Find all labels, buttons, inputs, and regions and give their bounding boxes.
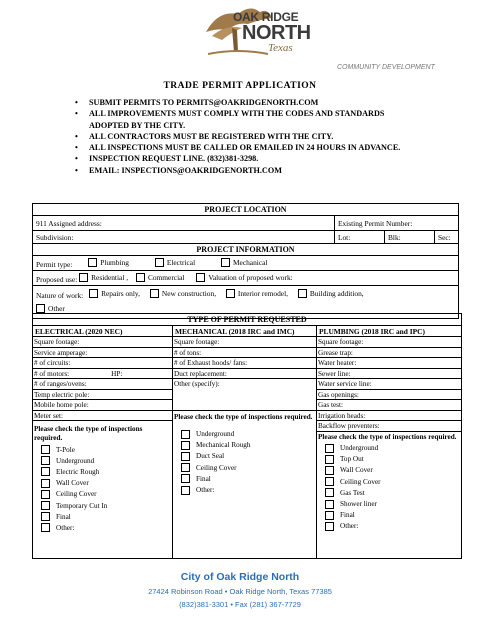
checkbox[interactable] [226, 289, 235, 298]
nature-building-addition[interactable]: Building addition, [298, 287, 364, 300]
electrical-inspection-list [33, 444, 172, 534]
proposed-use-residential[interactable]: Residential , [79, 273, 128, 282]
checkbox[interactable] [181, 452, 190, 461]
logo-text-north: NORTH [242, 22, 311, 44]
inspection-option[interactable]: Final [41, 511, 172, 522]
electrical-heading: ELECTRICAL (2020 NEC) [33, 326, 173, 337]
existing-permit-field[interactable]: Existing Permit Number: [334, 216, 458, 231]
checkbox[interactable] [41, 456, 50, 465]
checkbox[interactable] [36, 304, 45, 313]
checkbox[interactable] [325, 466, 334, 475]
permit-type-plumbing[interactable]: Plumbing [88, 258, 129, 267]
checkbox[interactable] [325, 511, 334, 520]
mechanical-column [173, 337, 317, 559]
inspection-option[interactable]: Other: [325, 521, 461, 532]
inspection-option[interactable]: Duct Seal [181, 451, 316, 462]
mechanical-inspection-list [173, 429, 316, 496]
electrical-field[interactable]: # of circuits: [33, 358, 172, 369]
address-field[interactable]: 911 Assigned address: [33, 216, 335, 231]
checkbox[interactable] [88, 258, 97, 267]
mechanical-field[interactable]: # of Exhaust hoods/ fans: [173, 358, 316, 369]
electrical-field[interactable]: Square footage: [33, 337, 172, 348]
lot-field[interactable]: Lot: [334, 231, 384, 244]
inspection-option[interactable]: Other: [41, 522, 172, 533]
checkbox[interactable] [41, 445, 50, 454]
checkbox[interactable] [196, 273, 205, 282]
checkbox[interactable] [325, 488, 334, 497]
checkbox[interactable] [41, 479, 50, 488]
checkbox[interactable] [41, 467, 50, 476]
checkbox[interactable] [181, 430, 190, 439]
inspection-option[interactable]: Wall Cover [41, 478, 172, 489]
electrical-field[interactable]: Service amperage: [33, 348, 172, 359]
sec-field[interactable]: Sec: [434, 231, 458, 244]
page-title: TRADE PERMIT APPLICATION [163, 81, 317, 91]
plumbing-field[interactable]: Gas test: [317, 400, 461, 411]
inspection-option[interactable]: Mechanical Rough [181, 440, 316, 451]
electrical-field[interactable]: Temp electric pole: [33, 390, 172, 401]
blk-field[interactable]: Blk: [384, 231, 434, 244]
project-information-heading: PROJECT INFORMATION [33, 244, 459, 256]
checkbox[interactable] [181, 474, 190, 483]
plumbing-field[interactable]: Sewer line: [317, 369, 461, 380]
mechanical-heading: MECHANICAL (2018 IRC and IMC) [173, 326, 317, 337]
proposed-use-commercial[interactable]: Commercial [136, 273, 185, 282]
checkbox[interactable] [136, 273, 145, 282]
checkbox[interactable] [41, 512, 50, 521]
checkbox[interactable] [150, 289, 159, 298]
checkbox[interactable] [221, 258, 230, 267]
checkbox[interactable] [89, 289, 98, 298]
checkbox[interactable] [181, 486, 190, 495]
checkbox[interactable] [325, 522, 334, 531]
footer-address: 27424 Robinson Road • Oak Ridge North, Texas 77385 [148, 587, 332, 596]
permit-type-mechanical[interactable]: Mechanical [221, 258, 267, 267]
department-label: COMMUNITY DEVELOPMENT [337, 64, 435, 71]
instruction-item: • EMAIL: INSPECTIONS@OAKRIDGENORTH.COM [75, 165, 415, 176]
instructions-list [75, 97, 415, 176]
instruction-item: • ALL INSPECTIONS MUST BE CALLED OR EMAILED IN 24 HOURS IN ADVANCE. [75, 142, 415, 153]
nature-new-construction[interactable]: New construction, [150, 287, 216, 300]
inspection-option[interactable]: Electric Rough [41, 466, 172, 477]
inspection-option[interactable]: Temporary Cut In [41, 500, 172, 511]
plumbing-field[interactable]: Square footage: [317, 337, 461, 348]
mechanical-check-prompt: Please check the type of inspections required. [174, 412, 313, 421]
instruction-item: • ALL IMPROVEMENTS MUST COMPLY WITH THE CODES AND STANDARDS ADOPTED BY THE CITY. [75, 108, 415, 131]
electrical-column [33, 337, 173, 559]
mechanical-field[interactable]: # of tons: [173, 348, 316, 359]
inspection-option[interactable]: Top Out [325, 454, 461, 465]
nature-interior-remodel[interactable]: Interior remodel, [226, 287, 288, 300]
inspection-option[interactable]: Shower liner [325, 498, 461, 509]
checkbox[interactable] [41, 523, 50, 532]
permit-type-row: Permit type: Plumbing Electrical Mechanical [33, 256, 459, 271]
proposed-use-row: Proposed use: Residential , Commercial Valuation of proposed work: [33, 271, 459, 286]
plumbing-field[interactable]: Water service line: [317, 379, 461, 390]
checkbox[interactable] [79, 273, 88, 282]
electrical-motors-row[interactable]: # of motors: HP: [33, 369, 172, 380]
inspection-option[interactable]: Ceiling Cover [325, 476, 461, 487]
mechanical-field[interactable]: Other (specify): [173, 379, 316, 411]
permit-requested-table [32, 313, 462, 559]
checkbox[interactable] [41, 501, 50, 510]
inspection-option[interactable]: Final [325, 510, 461, 521]
checkbox[interactable] [325, 500, 334, 509]
project-table [32, 203, 459, 319]
inspection-option[interactable]: Underground [181, 429, 316, 440]
plumbing-field[interactable]: Grease trap: [317, 348, 461, 359]
inspection-option[interactable]: Ceiling Cover [181, 462, 316, 473]
subdivision-field[interactable]: Subdivision: [33, 231, 335, 244]
instruction-item: • SUBMIT PERMITS TO PERMITS@OAKRIDGENORTH.COM [75, 97, 415, 108]
plumbing-field[interactable]: Gas openings: [317, 390, 461, 401]
inspection-option[interactable]: T-Pole [41, 444, 172, 455]
plumbing-heading: PLUMBING (2018 IRC and IPC) [317, 326, 462, 337]
instruction-item: • ALL CONTRACTORS MUST BE REGISTERED WITH THE CITY. [75, 131, 415, 142]
footer-city-name: City of Oak Ridge North [180, 571, 300, 583]
inspection-option[interactable]: Final [181, 473, 316, 484]
inspection-option[interactable]: Underground [41, 455, 172, 466]
instruction-item: • INSPECTION REQUEST LINE. (832)381-3298. [75, 153, 415, 164]
plumbing-column [317, 337, 462, 559]
electrical-check-prompt: Please check the type of inspections required. [34, 425, 143, 442]
project-location-heading: PROJECT LOCATION [33, 204, 459, 216]
permit-requested-heading: TYPE OF PERMIT REQUESTED [33, 314, 462, 326]
electrical-field[interactable]: Mobile home pole: [33, 400, 172, 411]
nature-of-work-row: Nature of work: Repairs only, New construction, Interior remodel, Building addition, Other [33, 286, 459, 319]
checkbox[interactable] [325, 444, 334, 453]
checkbox[interactable] [41, 490, 50, 499]
mechanical-field[interactable]: Duct replacement: [173, 369, 316, 380]
inspection-option[interactable]: Gas Test [325, 487, 461, 498]
checkbox[interactable] [298, 289, 307, 298]
nature-other[interactable]: Other [36, 302, 65, 315]
plumbing-field[interactable]: Irrigation heads: [317, 411, 461, 422]
inspection-option[interactable]: Other: [181, 484, 316, 495]
electrical-field[interactable]: # of ranges/ovens: [33, 379, 172, 390]
electrical-field[interactable]: Meter set: [33, 411, 172, 422]
mechanical-field[interactable]: Square footage: [173, 337, 316, 348]
plumbing-inspection-list [317, 443, 461, 533]
plumbing-check-prompt: Please check the type of inspections required. [318, 432, 457, 441]
plumbing-field[interactable]: Backflow preventers: [317, 421, 461, 432]
footer-phone: (832)381-3301 • Fax (281) 367-7729 [179, 600, 301, 609]
plumbing-field[interactable]: Water heater: [317, 358, 461, 369]
checkbox[interactable] [181, 463, 190, 472]
valuation-field[interactable]: Valuation of proposed work: [196, 273, 292, 282]
logo-text-oak-ridge: OAK RIDGE [233, 10, 299, 24]
logo-text-texas: Texas [268, 42, 293, 54]
inspection-option[interactable]: Underground [325, 443, 461, 454]
nature-repairs[interactable]: Repairs only, [89, 287, 140, 300]
permit-type-electrical[interactable]: Electrical [155, 258, 195, 267]
checkbox[interactable] [325, 455, 334, 464]
checkbox[interactable] [181, 441, 190, 450]
inspection-option[interactable]: Wall Cover [325, 465, 461, 476]
checkbox[interactable] [155, 258, 164, 267]
checkbox[interactable] [325, 477, 334, 486]
inspection-option[interactable]: Ceiling Cover [41, 489, 172, 500]
